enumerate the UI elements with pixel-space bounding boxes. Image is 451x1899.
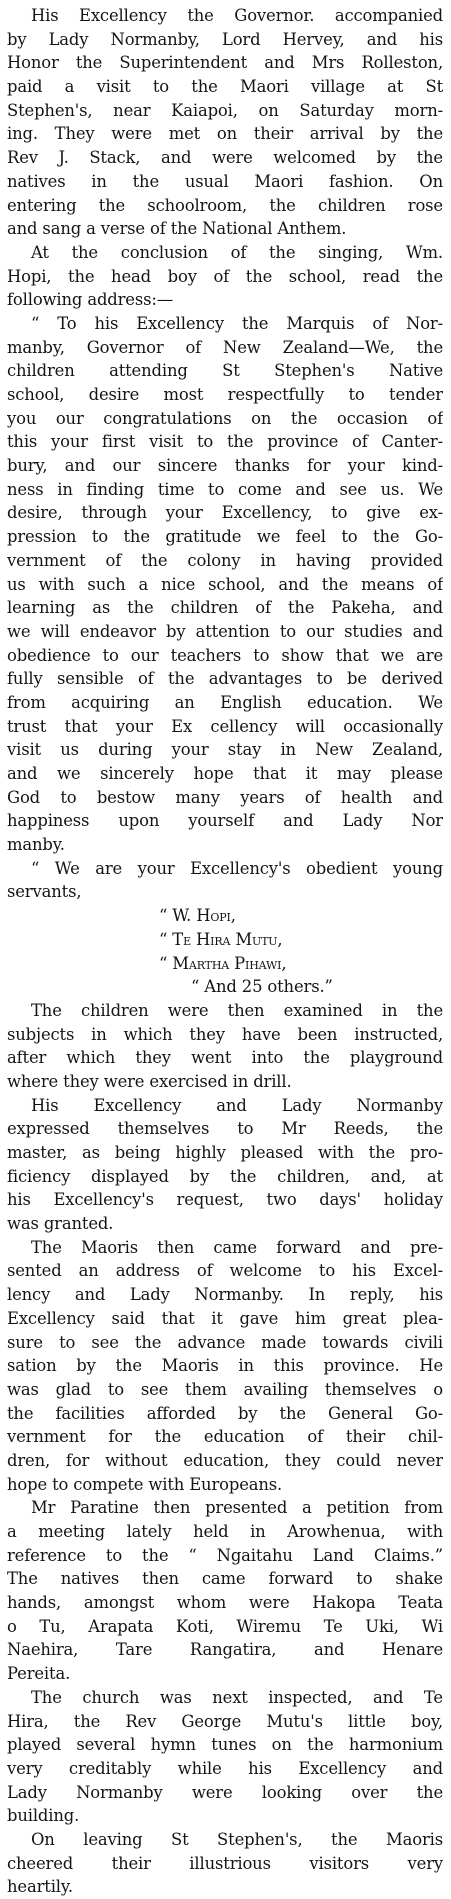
article-line: His Excellency and Lady Normanby (31, 1095, 443, 1115)
article-line: heartily. (7, 1877, 73, 1897)
article-line: reference to the “ Ngaitahu Land Claims.” (7, 1545, 443, 1565)
article-line: building. (7, 1806, 80, 1826)
article-line: sure to see the advance made towards civili (7, 1332, 443, 1352)
article-line: sented an address of welcome to his Excel- (7, 1261, 443, 1281)
article-line: hands, amongst whom were Hakopa Teata (7, 1593, 443, 1613)
signature-line: “ And 25 others.” (191, 977, 333, 997)
article-line: by Lady Normanby, Lord Hervey, and his (7, 29, 443, 49)
article-line: ness in finding time to come and see us. We (7, 479, 443, 499)
article-line: o Tu, Arapata Koti, Wiremu Te Uki, Wi (7, 1616, 443, 1636)
article-line: vernment for the education of their chil- (7, 1427, 443, 1447)
article-line: desire, through your Excellency, to give ex- (7, 503, 443, 523)
article-line: On leaving St Stephen's, the Maoris (31, 1829, 443, 1849)
article-line: learning as the children of the Pakeha, and (7, 598, 443, 618)
article-line: the facilities afforded by the General Go- (7, 1403, 443, 1423)
article-line: where they were exercised in drill. (7, 1071, 292, 1091)
article-line: At the conclusion of the singing, Wm. (31, 242, 443, 262)
article-line: his Excellency's request, two days' holiday (7, 1190, 443, 1210)
article-line: The Maoris then came forward and pre- (31, 1237, 443, 1257)
article-line: ficiency displayed by the children, and, at (7, 1166, 443, 1186)
article-line: sation by the Maoris in this province. He (7, 1356, 443, 1376)
article-line: Hira, the Rev George Mutu's little boy, (7, 1711, 443, 1731)
article-line: “ To his Excellency the Marquis of Nor- (31, 313, 443, 333)
article-line: Stephen's, near Kaiapoi, on Saturday morn- (7, 100, 443, 120)
article-line: played several hymn tunes on the harmonium (7, 1735, 443, 1755)
article-line: a meeting lately held in Arowhenua, with (7, 1522, 443, 1541)
article-line: obedience to our teachers to show that we are (7, 645, 443, 665)
article-line: you our congratulations on the occasion of (7, 408, 443, 428)
article-line: after which they went into the playground (7, 1048, 443, 1068)
article-line: “ We are your Excellency's obedient young (31, 858, 443, 878)
article-line: servants, (7, 882, 82, 902)
article-line: pression to the gratitude we feel to the Go- (7, 527, 443, 547)
article-line: manby, Governor of New Zealand—We, the (7, 337, 443, 357)
article-line: bury, and our sincere thanks for your kind- (7, 456, 443, 476)
article-line: visit us during your stay in New Zealand, (7, 740, 443, 760)
article-line: us with such a nice school, and the means of (7, 574, 443, 594)
article-line: subjects in which they have been instructed, (7, 1024, 443, 1044)
article-line: paid a visit to the Maori village at St (7, 77, 443, 97)
article-line: hope to compete with Europeans. (7, 1474, 283, 1494)
article-line: children attending St Stephen's Native (7, 361, 443, 381)
article-line: manby. (7, 835, 65, 855)
article-line: trust that your Ex cellency will occasionally (7, 716, 443, 736)
signature-line: “ Te Hira Mutu, (159, 929, 283, 949)
article-line: His Excellency the Governor. accompanied (31, 6, 443, 25)
article-line: entering the schoolroom, the children rose (7, 195, 443, 215)
article-line: Hopi, the head boy of the school, read the (7, 266, 443, 286)
article-line: Pereita. (7, 1664, 71, 1684)
article-line: God to bestow many years of health and (7, 787, 443, 807)
article-line: lency and Lady Normanby. In reply, his (7, 1285, 443, 1305)
article-line: dren, for without education, they could never (7, 1450, 443, 1470)
article-line: from acquiring an English education. We (7, 692, 443, 712)
article-line: was glad to see them availing themselves o (7, 1379, 443, 1399)
article-line: Honor the Superintendent and Mrs Rolleston, (7, 53, 443, 73)
article-line: master, as being highly pleased with the pro- (7, 1143, 443, 1162)
article-line: Rev J. Stack, and were welcomed by the (7, 148, 443, 168)
article-line: we will endeavor by attention to our studies and (7, 621, 443, 641)
article-line: and we sincerely hope that it may please (7, 764, 443, 783)
signature-line: “ W. Hopi, (159, 906, 236, 926)
article-line: natives in the usual Maori fashion. On (7, 171, 443, 191)
article-line: The natives then came forward to shake (7, 1569, 443, 1589)
article-line: following address:— (7, 290, 173, 310)
article-line: happiness upon yourself and Lady Nor (7, 811, 443, 831)
article-line: was granted. (7, 1214, 114, 1234)
signature-line: “ Martha Pihawi, (159, 953, 287, 973)
article-line: Lady Normanby were looking over the (7, 1782, 443, 1802)
article-line: Naehira, Tare Rangatira, and Henare (7, 1640, 443, 1660)
article-line: The children were then examined in the (31, 1000, 443, 1020)
article-line: very creditably while his Excellency and (7, 1758, 443, 1778)
article-line: Excellency said that it gave him great plea- (7, 1308, 443, 1328)
article-line: this your first visit to the province of Canter- (7, 432, 443, 452)
article-line: The church was next inspected, and Te (31, 1687, 443, 1707)
article-line: fully sensible of the advantages to be derived (7, 669, 443, 689)
article-line: ing. They were met on their arrival by the (7, 124, 443, 144)
article-line: and sang a verse of the National Anthem. (7, 219, 347, 239)
article-line: cheered their illustrious visitors very (7, 1853, 443, 1873)
article-line: expressed themselves to Mr Reeds, the (7, 1119, 443, 1139)
article-line: vernment of the colony in having provided (7, 550, 443, 570)
article-line: Mr Paratine then presented a petition from (31, 1498, 443, 1518)
article-line: school, desire most respectfully to tender (7, 385, 443, 404)
